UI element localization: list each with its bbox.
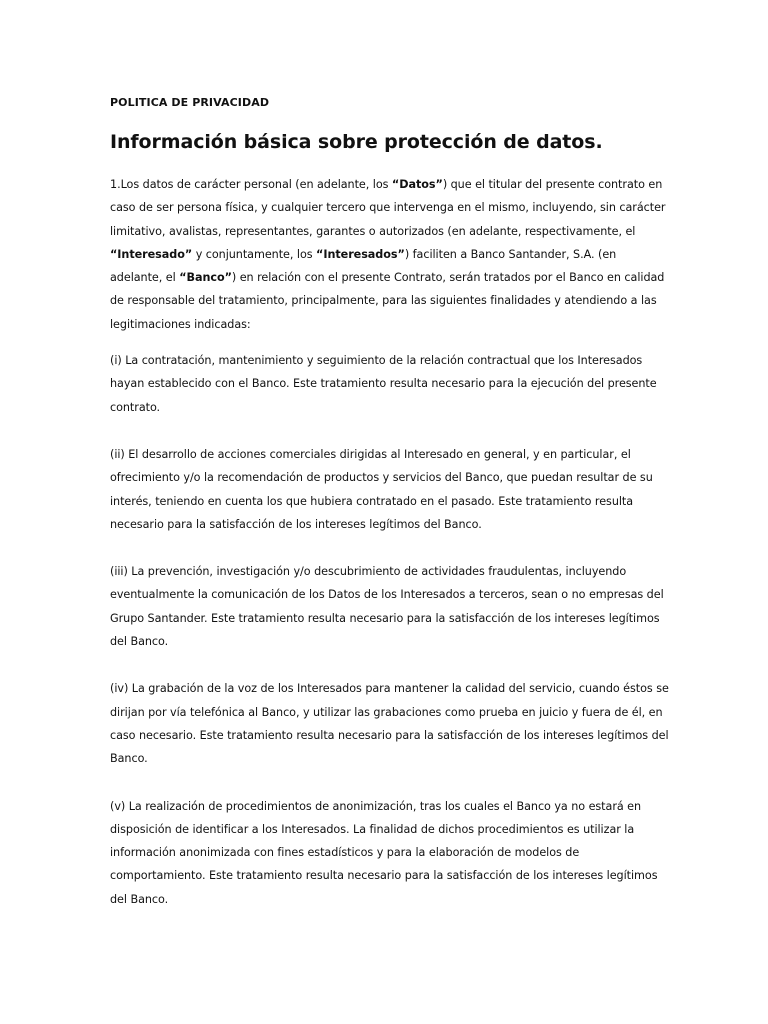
intro-text-3: y conjuntamente, los (192, 247, 317, 261)
term-datos: “Datos” (391, 178, 443, 191)
term-banco: “Banco” (179, 271, 232, 285)
intro-paragraph (110, 173, 670, 336)
intro-text-5: ) en relación con el presente Contrato, serán tratados por el Banco en calidad de responsable del tratamiento, principalmente, para las siguientes finalidades y atendiendo a las legitimaciones indicadas: (110, 271, 665, 331)
item-paragraph-ii: (ii) El desarrollo de acciones comerciales dirigidas al Interesado en general, y en particular, el ofrecimiento y/o la recomendación de productos y servicios del Banco, que puedan resultar de su interés, teniendo en cuenta los que hubiera contratado en el pasado. Este tratamiento resulta necesario para la satisfacción de los intereses legítimos del Banco. (110, 447, 653, 531)
item-paragraph-v: (v) La realización de procedimientos de anonimización, tras los cuales el Banco ya no estará en disposición de identificar a los Interesados. La finalidad de dichos procedimientos es utilizar la información anonimizada con fines estadísticos y para la elaboración de modelos de comportamiento. Este tratamiento resulta necesario para la satisfacción de los intereses legítimos del Banco. (110, 799, 658, 906)
term-interesado: “Interesado” (110, 247, 193, 261)
item-paragraph-i: (i) La contratación, mantenimiento y seguimiento de la relación contractual que los Interesados hayan establecido con el Banco. Este tratamiento resulta necesario para la ejecución del presente contrato. (110, 354, 657, 414)
item-paragraph-iv: (iv) La grabación de la voz de los Interesados para mantener la calidad del servicio, cuando éstos se dirijan por vía telefónica al Banco, y utilizar las grabaciones como prueba en juicio y fuera de él, en caso necesario. Este tratamiento resulta necesario para la satisfacción de los intereses legítimos del Banco. (110, 682, 669, 766)
document-page (110, 94, 670, 911)
page-title: Información básica sobre protección de datos. (110, 131, 603, 153)
intro-text-1: 1.Los datos de carácter personal (en adelante, los (110, 178, 392, 191)
item-paragraph-iii: (iii) La prevención, investigación y/o descubrimiento de actividades fraudulentas, incluyendo eventualmente la comunicación de los Datos de los Interesados a terceros, sean o no empresas del Grupo Santander. Este tratamiento resulta necesario para la satisfacción de los intereses legítimos del Banco. (110, 565, 664, 649)
term-interesados: “Interesados” (316, 247, 405, 261)
section-label: POLITICA DE PRIVACIDAD (110, 96, 270, 109)
intro-text-2: ) que el titular del presente contrato en caso de ser persona física, y cualquier tercero que intervenga en el mismo, incluyendo, sin carácter limitativo, avalistas, representantes, garantes o autorizados (en adelante, respectivamente, el (110, 178, 666, 238)
intro-text-4: ) faciliten a Banco Santander, S.A. (en adelante, el (110, 247, 617, 285)
